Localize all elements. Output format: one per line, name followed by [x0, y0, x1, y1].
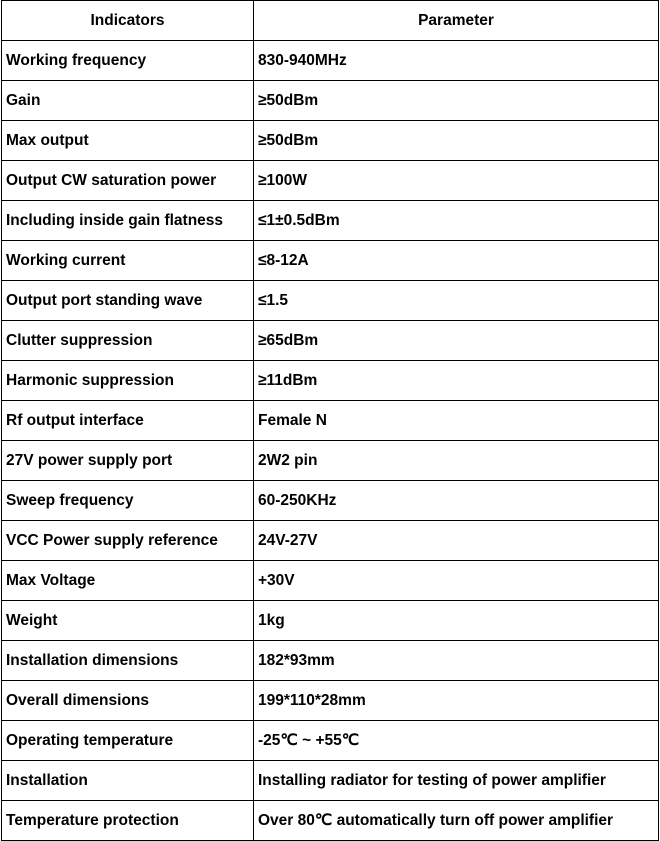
- header-parameter: Parameter: [254, 1, 659, 41]
- indicator-cell: Temperature protection: [2, 801, 254, 841]
- indicator-cell: Sweep frequency: [2, 481, 254, 521]
- table-row: [2, 801, 659, 841]
- indicator-cell: Gain: [2, 81, 254, 121]
- table-row: [2, 201, 659, 241]
- parameter-cell: ≤1.5: [254, 281, 659, 321]
- table-row: [2, 161, 659, 201]
- indicator-cell: VCC Power supply reference: [2, 521, 254, 561]
- indicator-cell: Max output: [2, 121, 254, 161]
- table-row: [2, 721, 659, 761]
- header-row: [2, 1, 659, 41]
- parameter-cell: 830-940MHz: [254, 41, 659, 81]
- parameter-cell: 2W2 pin: [254, 441, 659, 481]
- parameter-cell: 1kg: [254, 601, 659, 641]
- parameter-cell: ≥65dBm: [254, 321, 659, 361]
- table-row: [2, 361, 659, 401]
- table-row: [2, 481, 659, 521]
- indicator-cell: Clutter suppression: [2, 321, 254, 361]
- spec-table: [1, 0, 659, 841]
- parameter-cell: 24V-27V: [254, 521, 659, 561]
- indicator-cell: Installation dimensions: [2, 641, 254, 681]
- indicator-cell: Output port standing wave: [2, 281, 254, 321]
- parameter-cell: ≤1±0.5dBm: [254, 201, 659, 241]
- table-row: [2, 441, 659, 481]
- indicator-cell: Output CW saturation power: [2, 161, 254, 201]
- indicator-cell: Operating temperature: [2, 721, 254, 761]
- indicator-cell: Working frequency: [2, 41, 254, 81]
- indicator-cell: 27V power supply port: [2, 441, 254, 481]
- table-row: [2, 81, 659, 121]
- indicator-cell: Working current: [2, 241, 254, 281]
- table-row: [2, 121, 659, 161]
- indicator-cell: Weight: [2, 601, 254, 641]
- table-body: [2, 41, 659, 841]
- parameter-cell: 182*93mm: [254, 641, 659, 681]
- table-row: [2, 601, 659, 641]
- table-row: [2, 761, 659, 801]
- header-indicators: Indicators: [2, 1, 254, 41]
- parameter-cell: ≤8-12A: [254, 241, 659, 281]
- indicator-cell: Overall dimensions: [2, 681, 254, 721]
- parameter-cell: ≥50dBm: [254, 81, 659, 121]
- parameter-cell: 60-250KHz: [254, 481, 659, 521]
- table-row: [2, 561, 659, 601]
- parameter-cell: 199*110*28mm: [254, 681, 659, 721]
- parameter-cell: ≥11dBm: [254, 361, 659, 401]
- parameter-cell: +30V: [254, 561, 659, 601]
- indicator-cell: Max Voltage: [2, 561, 254, 601]
- indicator-cell: Installation: [2, 761, 254, 801]
- table-row: [2, 641, 659, 681]
- parameter-cell: ≥50dBm: [254, 121, 659, 161]
- parameter-cell: ≥100W: [254, 161, 659, 201]
- table-row: [2, 401, 659, 441]
- indicator-cell: Harmonic suppression: [2, 361, 254, 401]
- table-row: [2, 281, 659, 321]
- indicator-cell: Including inside gain flatness: [2, 201, 254, 241]
- table-row: [2, 321, 659, 361]
- table-row: [2, 241, 659, 281]
- indicator-cell: Rf output interface: [2, 401, 254, 441]
- table-row: [2, 41, 659, 81]
- parameter-cell: -25℃ ~ +55℃: [254, 721, 659, 761]
- parameter-cell: Installing radiator for testing of power amplifier: [254, 761, 659, 801]
- parameter-cell: Over 80℃ automatically turn off power amplifier: [254, 801, 659, 841]
- table-row: [2, 681, 659, 721]
- table-row: [2, 521, 659, 561]
- parameter-cell: Female N: [254, 401, 659, 441]
